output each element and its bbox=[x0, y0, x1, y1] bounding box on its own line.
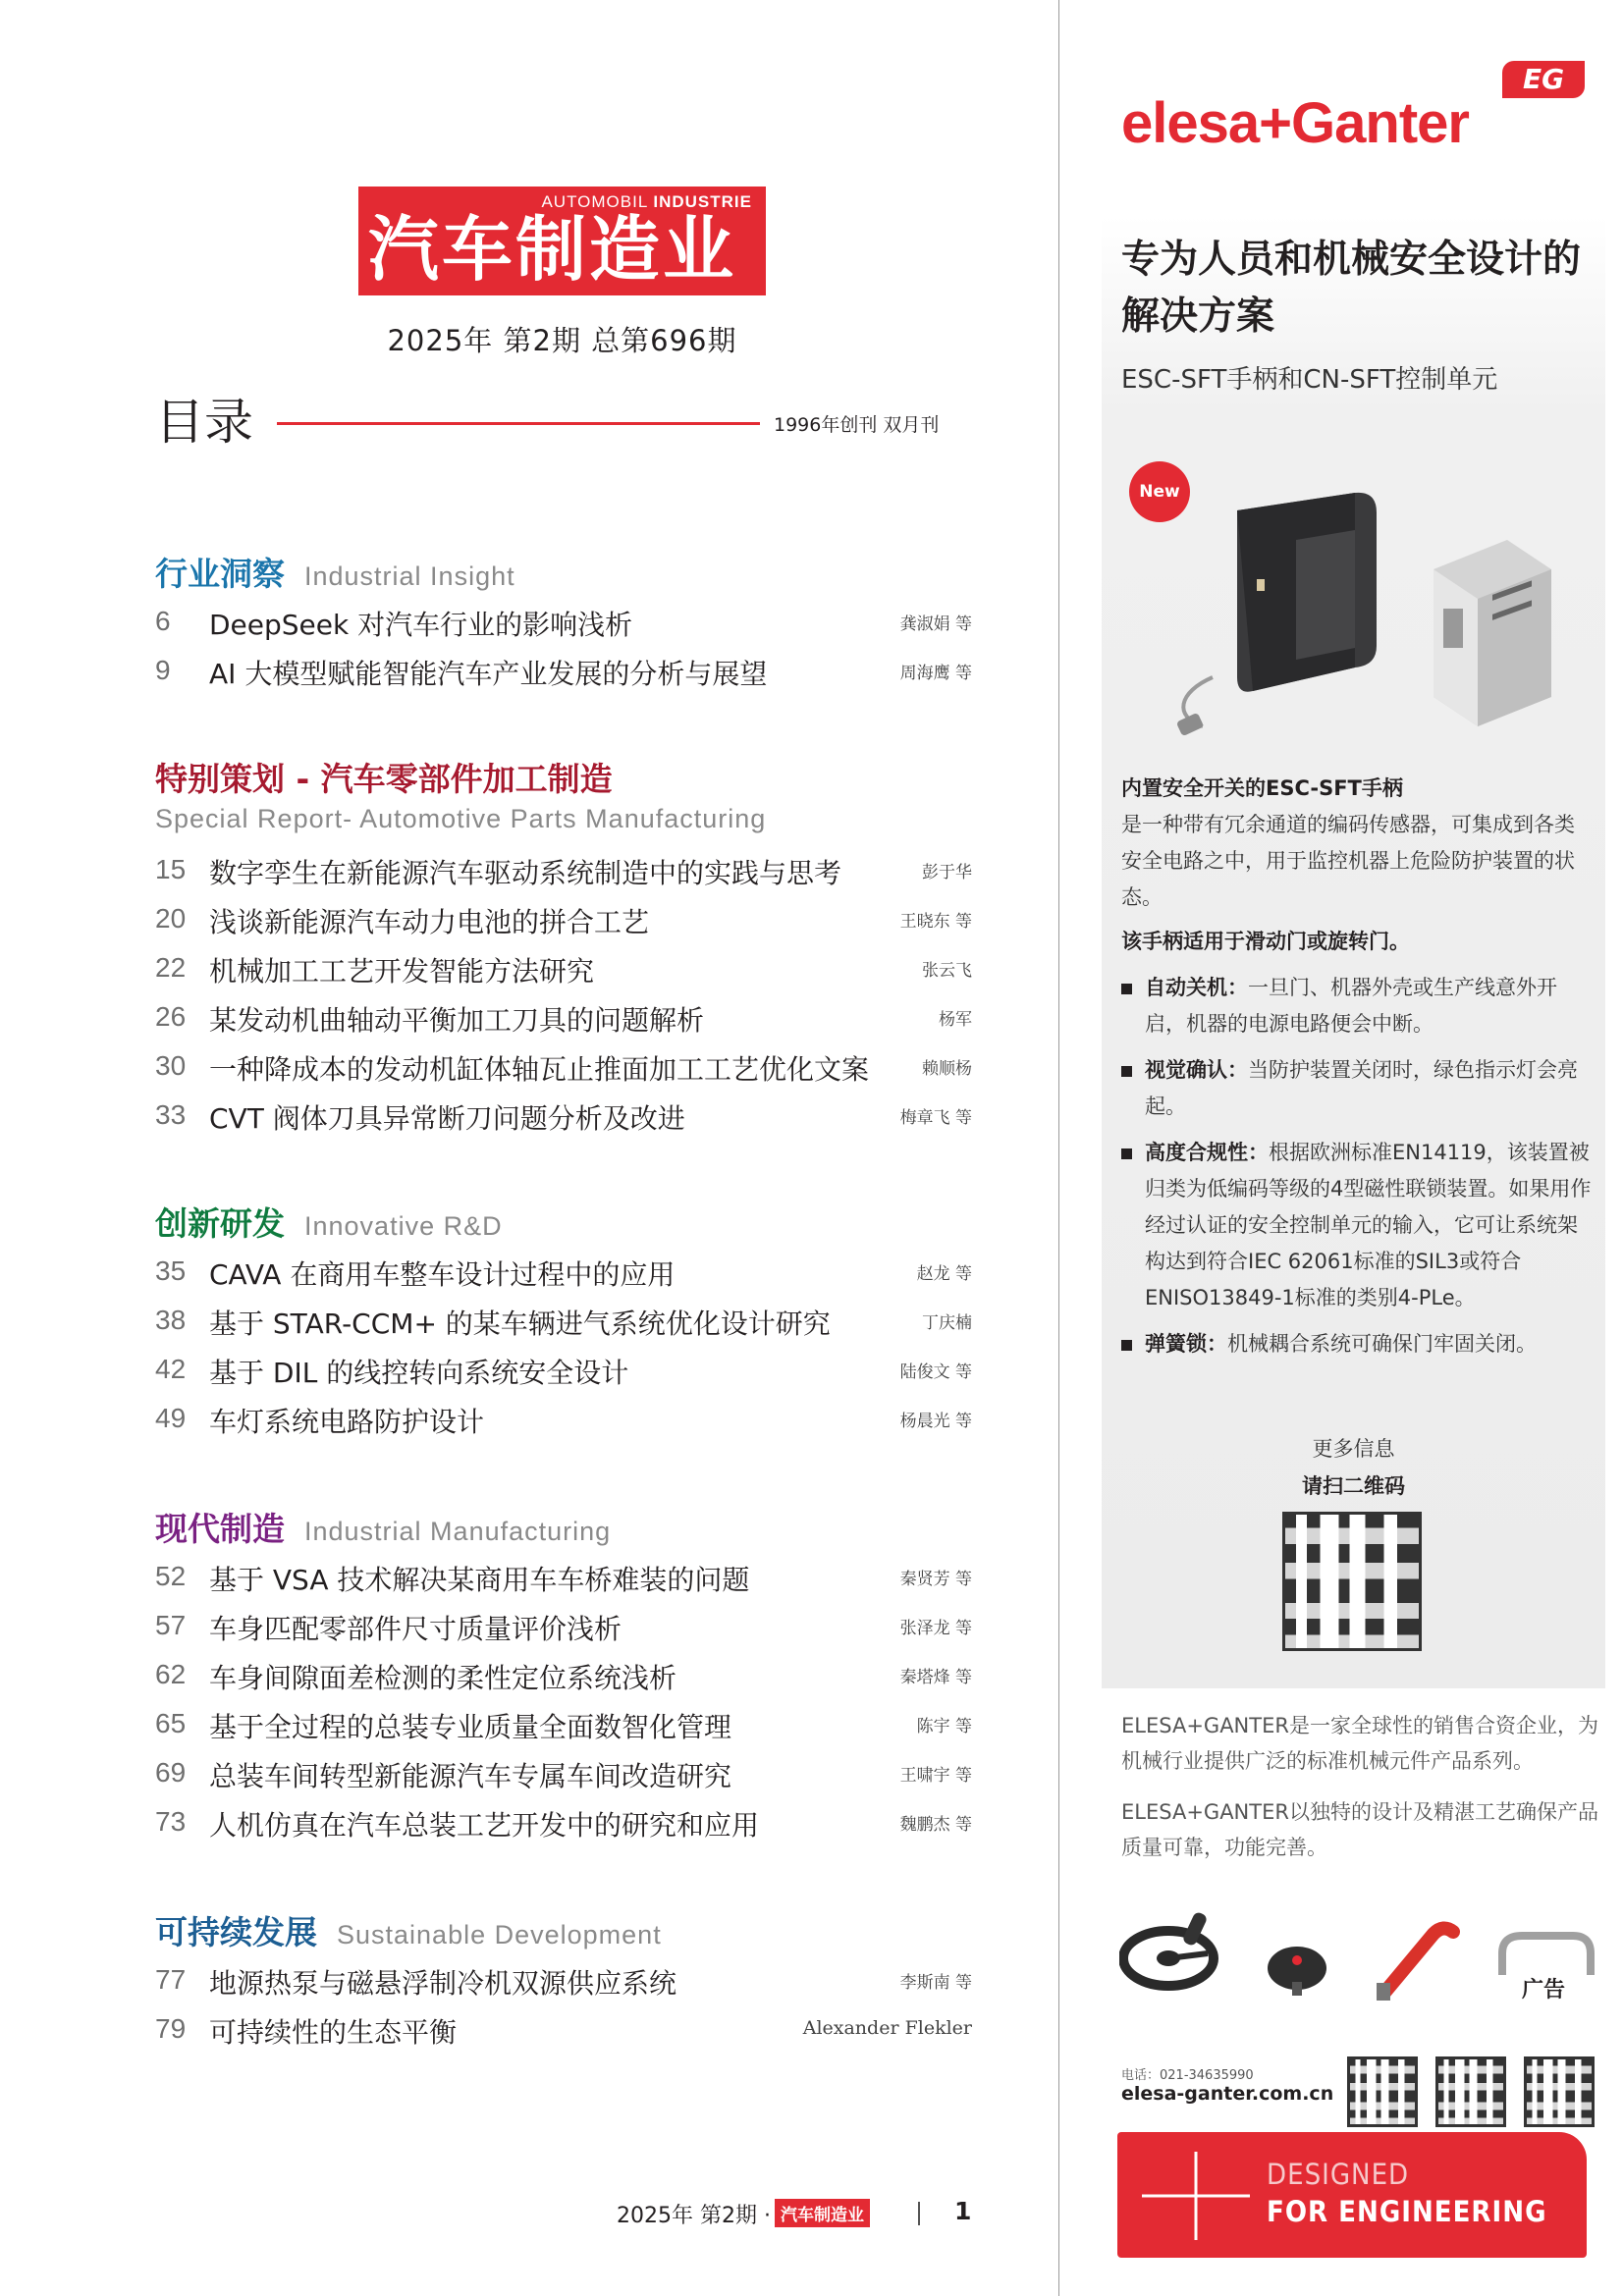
toc-entry[interactable] bbox=[155, 647, 972, 696]
entry-author: 张泽龙 等 bbox=[899, 1619, 972, 1638]
entry-page: 35 bbox=[155, 1255, 187, 1286]
entry-author: 秦贤芳 等 bbox=[899, 1570, 972, 1589]
bullet-label: 高度合规性： bbox=[1145, 1141, 1269, 1164]
section-title-zh: 可持续发展 bbox=[155, 1913, 317, 1951]
entry-page: 79 bbox=[155, 2013, 187, 2044]
slogan-line-1: DESIGNED bbox=[1267, 2158, 1410, 2191]
entry-title: 某发动机曲轴动平衡加工刀具的问题解析 bbox=[209, 1004, 705, 1037]
entry-author: 王晓东 等 bbox=[899, 912, 972, 932]
entry-title: 机械加工工艺开发智能方法研究 bbox=[209, 955, 595, 988]
entry-author: 彭于华 bbox=[922, 863, 972, 882]
page-number: 1 bbox=[954, 2197, 972, 2225]
entry-author: 陈宇 等 bbox=[916, 1717, 972, 1736]
entry-page: 22 bbox=[155, 952, 187, 983]
qr-code-icon[interactable] bbox=[1524, 2056, 1595, 2127]
handle-product-image bbox=[1159, 481, 1404, 736]
handwheel-product-image bbox=[1119, 1904, 1227, 1993]
toc-entry[interactable] bbox=[155, 1602, 972, 1651]
toc-entry[interactable] bbox=[155, 2005, 972, 2055]
feature-bullet bbox=[1121, 1135, 1593, 1316]
bullet-text: 一旦门、机器外壳或生产线意外开启，机器的电源电路便会中断。 bbox=[1145, 976, 1557, 1036]
entry-page: 15 bbox=[155, 854, 187, 884]
entry-page: 9 bbox=[155, 655, 171, 685]
entry-page: 65 bbox=[155, 1708, 187, 1738]
section-heading bbox=[155, 553, 972, 598]
entry-author: 赵龙 等 bbox=[916, 1264, 972, 1284]
scan-qr-label: 请扫二维码 bbox=[1302, 1474, 1405, 1498]
section-title-zh: 创新研发 bbox=[155, 1204, 285, 1243]
company-about bbox=[1121, 1708, 1602, 1881]
entry-author: 丁庆楠 bbox=[922, 1313, 972, 1333]
about-paragraph: ELESA+GANTER以独特的设计及精湛工艺确保产品质量可靠，功能完善。 bbox=[1121, 1800, 1598, 1859]
toc-entry[interactable] bbox=[155, 895, 972, 944]
section-title-en: Industrial Insight bbox=[304, 561, 515, 591]
entry-page: 57 bbox=[155, 1610, 187, 1640]
ad-body-text bbox=[1121, 771, 1593, 1362]
section-title-zh: 特别策划 - 汽车零部件加工制造 bbox=[155, 760, 613, 798]
entry-page: 26 bbox=[155, 1001, 187, 1032]
entry-page: 6 bbox=[155, 606, 171, 636]
section-heading bbox=[155, 1911, 972, 1956]
feature-bullet bbox=[1121, 1326, 1593, 1362]
column-divider bbox=[1058, 0, 1059, 2296]
magazine-masthead bbox=[358, 187, 766, 295]
entry-title: 地源热泵与磁悬浮制冷机双源供应系统 bbox=[209, 1967, 677, 2000]
toc-title: 目录 bbox=[155, 394, 253, 451]
lead-text: 是一种带有冗余通道的编码传感器，可集成到各类安全电路之中，用于监控机器上危险防护装置的状态。 bbox=[1121, 813, 1575, 909]
publication-info: 1996年创刊 双月刊 bbox=[774, 414, 940, 436]
entry-title: 人机仿真在汽车总装工艺开发中的研究和应用 bbox=[209, 1809, 760, 1842]
website-link[interactable]: elesa-ganter.com.cn bbox=[1121, 2083, 1334, 2105]
feature-bullet bbox=[1121, 970, 1593, 1042]
qr-code-icon[interactable] bbox=[1435, 2056, 1506, 2127]
entry-author: 龚淑娟 等 bbox=[899, 614, 972, 634]
entry-page: 77 bbox=[155, 1964, 187, 1995]
entry-author: Alexander Flekler bbox=[802, 2017, 972, 2039]
section-title-zh: 现代制造 bbox=[155, 1510, 285, 1548]
entry-title: 数字孪生在新能源汽车驱动系统制造中的实践与思考 bbox=[209, 857, 842, 889]
toc-entry[interactable] bbox=[155, 1749, 972, 1798]
entry-author: 李斯南 等 bbox=[899, 1973, 972, 1993]
magazine-name: 汽车制造业 bbox=[368, 208, 737, 291]
entry-author: 赖顺杨 bbox=[922, 1059, 972, 1079]
section-title-zh: 行业洞察 bbox=[155, 555, 285, 593]
toc-entry[interactable] bbox=[155, 598, 972, 647]
entry-author: 王啸宇 等 bbox=[899, 1766, 972, 1786]
section-title-en: Sustainable Development bbox=[337, 1920, 662, 1949]
toc-entry[interactable] bbox=[155, 1042, 972, 1092]
entry-page: 33 bbox=[155, 1099, 187, 1130]
entry-title: 车身间隙面差检测的柔性定位系统浅析 bbox=[209, 1662, 677, 1694]
entry-page: 38 bbox=[155, 1305, 187, 1335]
qr-code-icon[interactable] bbox=[1347, 2056, 1418, 2127]
bullet-label: 弹簧锁： bbox=[1145, 1332, 1227, 1356]
usage-note: 该手柄适用于滑动门或旋转门。 bbox=[1121, 930, 1410, 953]
entry-page: 62 bbox=[155, 1659, 187, 1689]
toc-entry[interactable] bbox=[155, 1956, 972, 2005]
footer-separator bbox=[918, 2202, 920, 2225]
toc-entry[interactable] bbox=[155, 1651, 972, 1700]
toc-entry[interactable] bbox=[155, 1297, 972, 1346]
bullet-text: 当防护装置关闭时，绿色指示灯会亮起。 bbox=[1145, 1058, 1578, 1118]
toc-entry[interactable] bbox=[155, 1248, 972, 1297]
entry-title: 车身匹配零部件尺寸质量评价浅析 bbox=[209, 1613, 622, 1645]
section-heading bbox=[155, 1508, 972, 1553]
section-heading bbox=[155, 1202, 972, 1248]
entry-author: 魏鹏杰 等 bbox=[899, 1815, 972, 1835]
brand-logo: elesa+Ganter bbox=[1121, 91, 1469, 155]
control-unit-product-image bbox=[1414, 530, 1561, 726]
tagline-light: AUTOMOBIL bbox=[541, 192, 648, 211]
entry-title: 总装车间转型新能源汽车专属车间改造研究 bbox=[209, 1760, 732, 1792]
entry-author: 梅章飞 等 bbox=[899, 1108, 972, 1128]
entry-title: 基于 STAR-CCM+ 的某车辆进气系统优化设计研究 bbox=[209, 1308, 831, 1340]
ad-label: 广告 bbox=[1522, 1978, 1566, 2002]
toc-entry[interactable] bbox=[155, 1798, 972, 1847]
contact-phone: 电话：021-34635990 bbox=[1121, 2068, 1254, 2083]
entry-author: 张云飞 bbox=[922, 961, 972, 981]
feature-bullet bbox=[1121, 1052, 1593, 1125]
section-title-en: Industrial Manufacturing bbox=[304, 1517, 612, 1546]
about-paragraph: ELESA+GANTER是一家全球性的销售合资企业，为机械行业提供广泛的标准机械元件产品系列。 bbox=[1121, 1714, 1598, 1773]
entry-author: 秦塔烽 等 bbox=[899, 1668, 972, 1687]
bullet-label: 自动关机： bbox=[1145, 976, 1248, 999]
entry-author: 陆俊文 等 bbox=[899, 1362, 972, 1382]
lead-title: 内置安全开关的ESC-SFT手柄 bbox=[1121, 776, 1403, 800]
entry-page: 69 bbox=[155, 1757, 187, 1788]
ad-subheadline: ESC-SFT手柄和CN-SFT控制单元 bbox=[1121, 365, 1498, 395]
toc-entry[interactable] bbox=[155, 1553, 972, 1602]
toc-section-industrial-insight bbox=[155, 553, 972, 696]
tagline-bold: INDUSTRIE bbox=[653, 192, 752, 211]
section-heading bbox=[155, 758, 972, 801]
entry-title: CVT 阀体刀具异常断刀问题分析及改进 bbox=[209, 1102, 685, 1135]
issue-line: 2025年 第2期 总第696期 bbox=[387, 324, 737, 357]
footer-magazine-badge: 汽车制造业 bbox=[775, 2199, 870, 2227]
entry-page: 73 bbox=[155, 1806, 187, 1837]
toc-section-special-report bbox=[155, 758, 972, 1141]
entry-title: DeepSeek 对汽车行业的影响浅析 bbox=[209, 609, 633, 641]
lever-product-image bbox=[1365, 1914, 1463, 2002]
entry-page: 30 bbox=[155, 1050, 187, 1081]
toc-entry[interactable] bbox=[155, 993, 972, 1042]
entry-author: 周海鹰 等 bbox=[899, 664, 972, 683]
toc-entry[interactable] bbox=[155, 846, 972, 895]
entry-title: CAVA 在商用车整车设计过程中的应用 bbox=[209, 1258, 676, 1291]
entry-title: 一种降成本的发动机缸体轴瓦止推面加工工艺优化文案 bbox=[209, 1053, 870, 1086]
crosshair-icon bbox=[1142, 2152, 1250, 2240]
bullet-text: 机械耦合系统可确保门牢固关闭。 bbox=[1227, 1332, 1537, 1356]
toc-entry[interactable] bbox=[155, 1346, 972, 1395]
entry-title: 基于全过程的总装专业质量全面数智化管理 bbox=[209, 1711, 732, 1743]
new-badge: New bbox=[1129, 461, 1190, 522]
toc-entry[interactable] bbox=[155, 1092, 972, 1141]
bullet-label: 视觉确认： bbox=[1145, 1058, 1248, 1082]
toc-entry[interactable] bbox=[155, 944, 972, 993]
knob-product-image bbox=[1263, 1939, 1331, 1998]
toc-entry[interactable] bbox=[155, 1700, 972, 1749]
section-title-en: Innovative R&D bbox=[304, 1211, 503, 1241]
entry-page: 20 bbox=[155, 903, 187, 934]
toc-entry[interactable] bbox=[155, 1395, 972, 1444]
slogan-line-2: FOR ENGINEERING bbox=[1267, 2195, 1547, 2228]
qr-code-icon[interactable] bbox=[1282, 1512, 1422, 1651]
eg-logo-badge: EG bbox=[1502, 61, 1585, 98]
toc-section-industrial-manufacturing bbox=[155, 1508, 972, 1847]
toc-title-rule bbox=[277, 422, 760, 425]
page-footer bbox=[617, 2199, 870, 2229]
entry-title: 基于 DIL 的线控转向系统安全设计 bbox=[209, 1357, 629, 1389]
more-info-label: 更多信息 bbox=[1312, 1437, 1395, 1461]
entry-page: 42 bbox=[155, 1354, 187, 1384]
entry-title: 车灯系统电路防护设计 bbox=[209, 1406, 485, 1438]
entry-author: 杨军 bbox=[939, 1010, 972, 1030]
entry-page: 49 bbox=[155, 1403, 187, 1433]
entry-title: AI 大模型赋能智能汽车产业发展的分析与展望 bbox=[209, 658, 768, 690]
section-title-en: Special Report- Automotive Parts Manufacturing bbox=[155, 804, 767, 833]
ad-headline: 专为人员和机械安全设计的解决方案 bbox=[1121, 238, 1582, 339]
entry-title: 浅谈新能源汽车动力电池的拼合工艺 bbox=[209, 906, 650, 938]
toc-section-innovative-rd bbox=[155, 1202, 972, 1444]
entry-title: 基于 VSA 技术解决某商用车车桥难装的问题 bbox=[209, 1564, 750, 1596]
bullet-text: 根据欧洲标准EN14119，该装置被归类为低编码等级的4型磁性联锁装置。如果用作经过认证的安全控制单元的输入，它可让系统架构达到符合IEC 62061标准的SIL3或符合ENISO13849-1标准的类别4-PLe。 bbox=[1145, 1141, 1592, 1309]
entry-title: 可持续性的生态平衡 bbox=[209, 2016, 458, 2049]
footer-issue: 2025年 第2期 · bbox=[617, 2204, 771, 2228]
entry-page: 52 bbox=[155, 1561, 187, 1591]
entry-author: 杨晨光 等 bbox=[899, 1412, 972, 1431]
toc-section-sustainable-development bbox=[155, 1911, 972, 2055]
